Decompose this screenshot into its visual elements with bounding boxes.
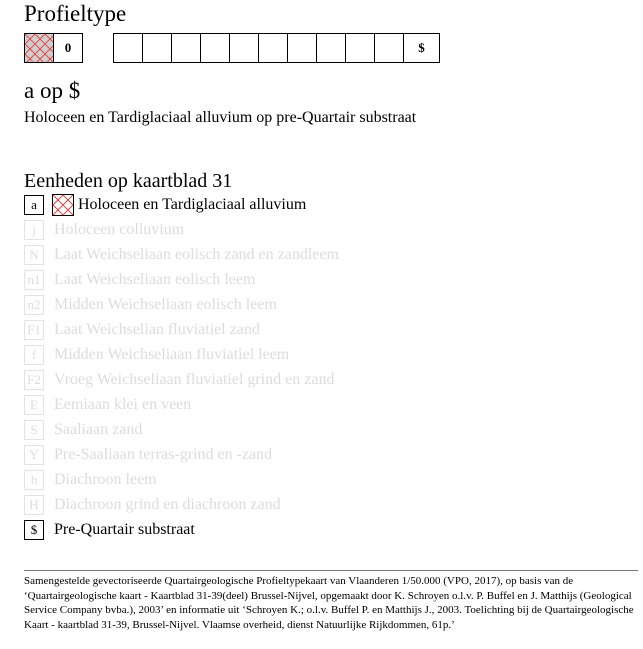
unit-row <box>24 294 277 316</box>
profile-cell-empty <box>142 33 172 63</box>
unit-label: Diachroon leem <box>54 471 157 488</box>
unit-row <box>24 244 339 266</box>
profile-cell-empty <box>200 33 230 63</box>
unit-label: Laat Weichseliaan eolisch zand en zandleem <box>54 246 339 263</box>
profile-cell-empty <box>229 33 259 63</box>
unit-row <box>24 319 260 341</box>
units-title: Eenheden op kaartblad 31 <box>24 170 233 192</box>
unit-code: S <box>24 420 44 440</box>
unit-code: f <box>24 345 44 365</box>
unit-code: $ <box>24 520 44 540</box>
unit-code: E <box>24 395 44 415</box>
unit-code: F1 <box>24 320 44 340</box>
unit-row <box>24 369 334 391</box>
profile-description: Holoceen en Tardiglaciaal alluvium op pre-Quartair substraat <box>24 109 417 126</box>
profile-cell-empty <box>287 33 317 63</box>
unit-row <box>24 419 142 441</box>
profile-cell-alluvium <box>24 33 54 63</box>
unit-row <box>24 219 184 241</box>
footer-citation: Samengestelde gevectoriseerde Quartairgeologische Profieltypekaart van Vlaanderen 1/50.000 (VPO, 2017), op basis van de ‘Quartairgeologische kaart - Kaartblad 31-39(deel) Brussel-Nijvel, opgemaakt door K. Schroyen o.l.v. P. Buffel en J. Matthijs (Geological Service Company bvba.), 2003’ en informatie uit ‘Schroyen K.; o.l.v. Buffel P. en Matthijs J., 2003. Toelichting bij de Quartairgeologische Kaart - kaartblad 31-39, Brussel-Nijvel. Vlaamse overheid, dienst Natuurlijke Rijkdommen, 61p.’ <box>24 575 634 631</box>
unit-row <box>24 469 157 491</box>
unit-code: h <box>24 470 44 490</box>
profile-depth-label: 0 <box>53 33 83 63</box>
unit-label: Laat Weichselian fluviatiel zand <box>54 321 260 338</box>
profile-title: Profieltype <box>24 1 127 26</box>
profile-cell-empty <box>113 33 143 63</box>
profile-cell-empty <box>374 33 404 63</box>
unit-label: Holoceen colluvium <box>54 221 185 238</box>
unit-row <box>24 494 281 516</box>
unit-label: Midden Weichseliaan eolisch leem <box>54 296 277 313</box>
unit-code: Y <box>24 445 44 465</box>
unit-label: Pre-Quartair substraat <box>54 521 195 538</box>
unit-swatch <box>52 194 74 216</box>
unit-label: Saaliaan zand <box>54 421 143 438</box>
profile-cell-empty <box>171 33 201 63</box>
unit-label: Eemiaan klei en veen <box>54 396 192 413</box>
unit-label: Holoceen en Tardiglaciaal alluvium <box>78 196 307 213</box>
unit-label: Diachroon grind en diachroon zand <box>54 496 281 513</box>
unit-code: n2 <box>24 295 44 315</box>
unit-label: Vroeg Weichseliaan fluviatiel grind en zand <box>54 371 335 388</box>
unit-label: Midden Weichseliaan fluviatiel leem <box>54 346 290 363</box>
unit-row <box>24 444 272 466</box>
unit-row <box>24 344 289 366</box>
unit-code: H <box>24 495 44 515</box>
unit-label: Pre-Saaliaan terras-grind en -zand <box>54 446 273 463</box>
profile-end-label: $ <box>403 33 440 63</box>
unit-code: F2 <box>24 370 44 390</box>
unit-row <box>24 269 255 291</box>
unit-row <box>24 194 306 216</box>
profile-cell-empty <box>316 33 346 63</box>
profile-cell-empty <box>345 33 375 63</box>
unit-code: a <box>24 195 44 215</box>
unit-code: N <box>24 245 44 265</box>
profile-code: a op $ <box>24 78 81 103</box>
unit-code: n1 <box>24 270 44 290</box>
profile-cell-empty <box>258 33 288 63</box>
unit-code: j <box>24 220 44 240</box>
unit-row <box>24 519 195 541</box>
footer-divider <box>24 570 638 571</box>
unit-label: Laat Weichseliaan eolisch leem <box>54 271 256 288</box>
unit-row <box>24 394 191 416</box>
